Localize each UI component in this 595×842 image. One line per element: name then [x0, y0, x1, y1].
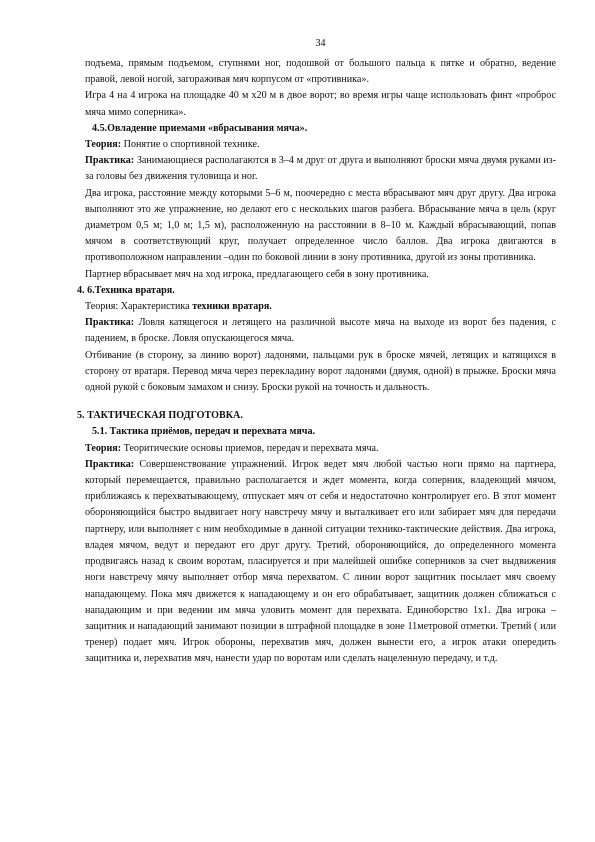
theory-text-bold: техники вратаря. — [192, 301, 272, 313]
paragraph-partner-throw-in: Партнер вбрасывает мяч на ход игрока, предлагающего себя в зону противника. — [85, 268, 429, 280]
practice-text: Совершенствование упражнений. Игрок ведет мяч любой частью ноги прямо на партнера, который перемещается, правильно располагается и ждет момента, когда соперник, владеющий мячом, приближаясь к перехватывающему, отпускает мяч от себя и недостаточно контролирует его. В этот момент обороняющийся быстро выдвигает ногу навстречу мячу и выталкивает его или забирает мяч для передачи партнеру, или выполняет с ним необходимые в данной ситуации технико-тактические действия. Два игрока, владея мячом, ведут и передают его друг другу. Третий, обороняющийся, до определенного момента продвигаясь назад к своим воротам, пласируется и при малейшей ошибке соперников за счет выдвижения ноги навстречу мячу выполняет отбор мяча перехватом. С линии ворот защитник посылает мяч своему нападающему. Пока мяч движется к нападающему и он его обрабатывает, защитник должен сближаться с нападающим и при ведении им мяча уловить момент для перехвата. Единоборство 1х1. Два игрока – защитник и нападающий занимают позиции в штрафной площадке в зоне 11метровой отметки. Третий ( или тренер) подает мяч. Игрок обороны, перехватив мяч, должен вынести его, а игрок атаки опередить защитника и, перехватив мяч, нанести удар по воротам или сделать нацеленную передачу, и т.д. — [85, 458, 556, 665]
theory-label: Теория: — [85, 442, 122, 454]
practice-label: Практика: — [85, 155, 135, 167]
paragraph-throw-in-drills: Два игрока, расстояние между которыми 5–6 м, поочередно с места вбрасывают мяч друг другу. Два игрока выполняют это же упражнение, но делают его с нескольких шагов разбега. Вбрасывание мяча в цель (круг диаметром 0,5 м; 1,0 м; 1,5 м), расположенную на расстоянии в 8–10 м. Каждый вбрасывающий, попав мячом в соответствующий круг, получает определенное число баллов. Два игрока двигаются в противоположном направлении –один по боковой линии в зону противника, другой из зоны противника. — [85, 187, 556, 264]
practice-text: Ловля катящегося и летящего на различной высоте мяча на выходе из ворот без падения, с падением, в броске. Ловля опускающегося мяча. — [85, 317, 556, 345]
section-spacer — [85, 396, 556, 408]
paragraph-game-4v4: Игра 4 на 4 игрока на площадке 40 м х20 м в двое ворот; во время игры чаще использовать финт «проброс мяча мимо соперника». — [85, 90, 556, 118]
section-heading-4-5: 4.5.Овладение приемами «вбрасывания мяча». — [92, 122, 308, 134]
chapter-heading-tactical: 5. ТАКТИЧЕСКАЯ ПОДГОТОВКА. — [77, 410, 243, 422]
page-number: 34 — [315, 38, 326, 49]
paragraph-theory-4-5 — [85, 137, 556, 153]
theory-text: Понятие о спортивной технике. — [121, 139, 260, 151]
section-heading-goalkeeper: 4. 6.Техника вратаря. — [77, 284, 175, 296]
paragraph-theory-5-1 — [85, 441, 556, 457]
theory-text-prefix: Теория: Характеристика — [85, 301, 193, 313]
paragraph-theory-goalkeeper — [85, 299, 556, 315]
paragraph-practice-4-5 — [85, 153, 556, 185]
practice-label: Практика: — [85, 317, 135, 329]
paragraph-practice-5-1 — [85, 457, 556, 668]
theory-label: Теория: — [85, 139, 122, 151]
section-heading-5-1: 5.1. Тактика приёмов, передач и перехвата мяча. — [92, 426, 316, 438]
paragraph-practice-goalkeeper — [85, 315, 556, 347]
practice-text: Занимающиеся располагаются в 3–4 м друг от друга и выполняют броски мяча двумя руками из-за головы без движения туловища и ног. — [85, 155, 556, 183]
paragraph-deflection-drills: Отбивание (в сторону, за линию ворот) ладонями, пальцами рук в броске мячей, летящих и катящихся в сторону от вратаря. Перевод мяча через перекладину ворот ладонями (двумя, одной) в прыжке. Броски мяча одной рукой с боковым замахом и снизу. Броски рукой на точность и дальность. — [85, 349, 556, 394]
theory-text: Теоритические основы приемов, передач и перехвата мяча. — [121, 442, 379, 454]
practice-label: Практика: — [85, 458, 135, 470]
paragraph-ball-control: подъема, прямым подъемом, ступнями ног, подошвой от большого пальца к пятке и обратно, ведение правой, левой ногой, загораживая мяч корпусом от «противника». — [85, 58, 556, 86]
